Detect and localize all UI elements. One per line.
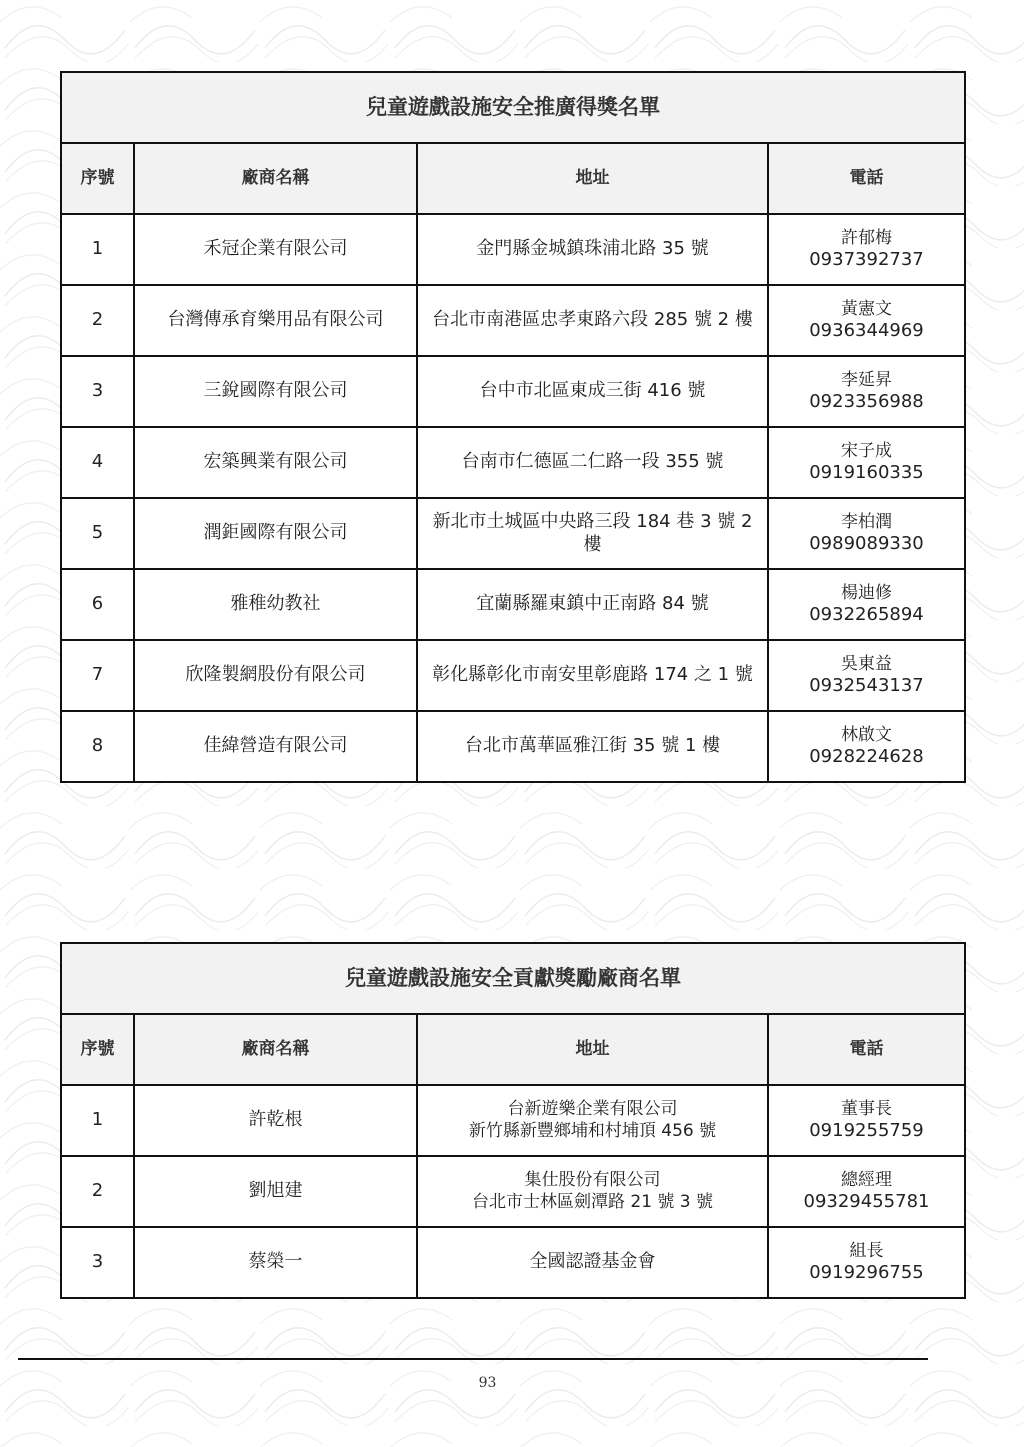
row-index: 2 (61, 1156, 134, 1227)
row-phone: 0937392737 (809, 248, 924, 270)
row-contact: 楊迪修 (841, 582, 892, 603)
row-phone-cell (768, 640, 965, 711)
row-company: 雅稚幼教社 (134, 569, 417, 640)
row-phone: 09329455781 (803, 1190, 930, 1212)
header-company: 廠商名稱 (134, 1014, 417, 1085)
header-phone: 電話 (768, 1014, 965, 1085)
header-address: 地址 (417, 1014, 768, 1085)
table-row (61, 1085, 965, 1156)
row-index: 3 (61, 356, 134, 427)
row-address: 台北市萬華區雅江街 35 號 1 樓 (417, 711, 768, 782)
row-address: 台中市北區東成三街 416 號 (417, 356, 768, 427)
row-phone-cell (768, 498, 965, 569)
row-phone-cell (768, 1156, 965, 1227)
row-contact: 總經理 (841, 1169, 892, 1190)
page-number: 93 (478, 1375, 497, 1391)
row-company: 禾冠企業有限公司 (134, 214, 417, 285)
row-phone-cell (768, 214, 965, 285)
row-phone: 0923356988 (809, 390, 924, 412)
row-phone: 0919255759 (809, 1119, 924, 1141)
row-phone: 0932265894 (809, 603, 924, 625)
row-contact: 董事長 (841, 1098, 892, 1119)
table-row (61, 498, 965, 569)
row-address-cell (417, 1156, 768, 1227)
row-address-line2: 台北市士林區劍潭路 21 號 3 號 (471, 1191, 714, 1212)
row-index: 5 (61, 498, 134, 569)
contribution-table (60, 942, 966, 1299)
row-contact: 李延昇 (841, 369, 892, 390)
row-company: 宏築興業有限公司 (134, 427, 417, 498)
row-contact: 許郁梅 (841, 227, 892, 248)
row-address: 金門縣金城鎮珠浦北路 35 號 (417, 214, 768, 285)
row-address: 台南市仁德區二仁路一段 355 號 (417, 427, 768, 498)
row-phone: 0919296755 (809, 1261, 924, 1283)
table-row (61, 640, 965, 711)
row-contact: 吳東益 (841, 653, 892, 674)
table-header-row (61, 1014, 965, 1085)
header-index: 序號 (61, 1014, 134, 1085)
row-index: 3 (61, 1227, 134, 1298)
table-row (61, 1227, 965, 1298)
row-index: 7 (61, 640, 134, 711)
row-index: 1 (61, 214, 134, 285)
row-contact: 李柏潤 (841, 511, 892, 532)
row-company: 潤鉅國際有限公司 (134, 498, 417, 569)
footer-divider (18, 1358, 928, 1360)
table-row (61, 356, 965, 427)
row-phone: 0928224628 (809, 745, 924, 767)
row-address: 彰化縣彰化市南安里彰鹿路 174 之 1 號 (417, 640, 768, 711)
row-company: 劉旭建 (134, 1156, 417, 1227)
row-phone-cell (768, 711, 965, 782)
row-address-line2: 新竹縣新豐鄉埔和村埔頂 456 號 (468, 1120, 717, 1141)
table-row (61, 569, 965, 640)
row-phone: 0989089330 (809, 532, 924, 554)
row-address-cell (417, 1085, 768, 1156)
row-contact: 宋子成 (841, 440, 892, 461)
row-phone-cell (768, 1227, 965, 1298)
row-phone: 0936344969 (809, 319, 924, 341)
table-title: 兒童遊戲設施安全推廣得獎名單 (61, 72, 965, 143)
table-row (61, 1156, 965, 1227)
row-index: 4 (61, 427, 134, 498)
row-company: 蔡榮一 (134, 1227, 417, 1298)
row-address-line1: 集仕股份有限公司 (524, 1170, 661, 1191)
row-contact: 林啟文 (841, 724, 892, 745)
row-phone-cell (768, 356, 965, 427)
header-address: 地址 (417, 143, 768, 214)
table-row (61, 285, 965, 356)
row-phone-cell (768, 569, 965, 640)
row-phone-cell (768, 427, 965, 498)
row-phone-cell (768, 285, 965, 356)
table-header-row (61, 143, 965, 214)
row-company: 佳緯營造有限公司 (134, 711, 417, 782)
row-index: 2 (61, 285, 134, 356)
row-address-line1: 台新遊樂企業有限公司 (507, 1099, 678, 1120)
award-table (60, 71, 966, 783)
row-company: 台灣傳承育樂用品有限公司 (134, 285, 417, 356)
row-contact: 組長 (849, 1240, 884, 1261)
table-row (61, 711, 965, 782)
row-address: 台北市南港區忠孝東路六段 285 號 2 樓 (417, 285, 768, 356)
row-index: 8 (61, 711, 134, 782)
row-company: 許乾根 (134, 1085, 417, 1156)
header-phone: 電話 (768, 143, 965, 214)
row-index: 1 (61, 1085, 134, 1156)
table-title: 兒童遊戲設施安全貢獻獎勵廠商名單 (61, 943, 965, 1014)
row-company: 三銳國際有限公司 (134, 356, 417, 427)
row-address: 新北市土城區中央路三段 184 巷 3 號 2樓 (417, 498, 768, 569)
table-row (61, 427, 965, 498)
row-address: 全國認證基金會 (417, 1227, 768, 1298)
header-company: 廠商名稱 (134, 143, 417, 214)
row-phone: 0919160335 (809, 461, 924, 483)
row-phone-cell (768, 1085, 965, 1156)
row-phone: 0932543137 (809, 674, 924, 696)
row-index: 6 (61, 569, 134, 640)
row-address: 宜蘭縣羅東鎮中正南路 84 號 (417, 569, 768, 640)
header-index: 序號 (61, 143, 134, 214)
row-company: 欣隆製網股份有限公司 (134, 640, 417, 711)
row-contact: 黃憲文 (841, 298, 892, 319)
table-row (61, 214, 965, 285)
